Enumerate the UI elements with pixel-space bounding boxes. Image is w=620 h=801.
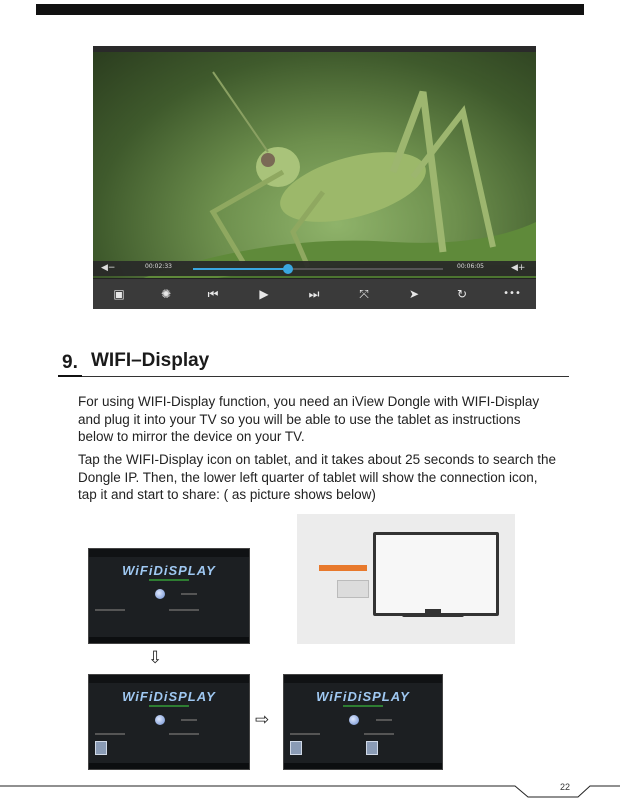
searching-icon xyxy=(155,589,165,599)
logo-subline xyxy=(343,705,383,707)
section-number-underline xyxy=(58,375,82,377)
logo-subline xyxy=(149,579,189,581)
down-arrow-icon: ⇩ xyxy=(148,648,163,668)
left-caption xyxy=(95,733,125,735)
status-bar xyxy=(89,675,249,683)
right-arrow-icon: ⇨ xyxy=(255,710,270,730)
play-icon[interactable]: ▶ xyxy=(259,287,269,301)
volume-down-icon[interactable]: ◀− xyxy=(101,263,116,273)
connection-icon[interactable] xyxy=(95,741,107,755)
section-title: WIFI–Display xyxy=(91,350,210,371)
right-caption xyxy=(169,733,199,735)
progress-fill xyxy=(193,268,288,270)
nav-bar xyxy=(89,763,249,769)
next-icon[interactable]: ⏭ xyxy=(308,287,320,301)
paragraph-intro: For using WIFI-Display function, you need an iView Dongle with WIFI-Display and plug it into your TV so you will be able to use the tablet as instructions below to mirror the device on your TV. xyxy=(78,394,540,444)
wifi-display-logo: WiFiDiSPLAY xyxy=(316,689,410,704)
previous-icon[interactable]: ⏮ xyxy=(207,287,219,301)
shared-device-icon[interactable] xyxy=(366,741,378,755)
subtitle-icon[interactable]: ▣ xyxy=(113,287,125,301)
status-bar xyxy=(284,675,442,683)
volume-up-icon[interactable]: ◀+ xyxy=(511,263,526,273)
brightness-icon[interactable]: ✺ xyxy=(160,287,172,301)
total-time: 00:06:05 xyxy=(457,263,484,270)
tv-icon xyxy=(373,532,499,616)
right-caption xyxy=(169,609,199,611)
tablet-screenshot-connection xyxy=(88,674,250,770)
progress-thumb[interactable] xyxy=(283,264,293,274)
tablet-screenshot-search xyxy=(88,548,250,644)
tablet-screenshot-sharing xyxy=(283,674,443,770)
progress-track[interactable] xyxy=(193,268,443,270)
page-number: 22 xyxy=(560,782,571,792)
header-rule xyxy=(36,4,584,15)
tv-with-dongle-photo xyxy=(297,514,515,644)
search-label xyxy=(181,719,197,721)
dongle-label xyxy=(319,565,367,571)
wifi-display-logo: WiFiDiSPLAY xyxy=(122,563,216,578)
left-caption xyxy=(95,609,125,611)
paragraph-instructions: Tap the WIFI-Display icon on tablet, and it takes about 25 seconds to search the Dongle IP. Then, the lower left quarter of tablet will show the connection icon, tap it and start to share: ( as picture shows below) xyxy=(78,452,557,502)
video-player-screenshot xyxy=(93,46,536,308)
searching-icon xyxy=(155,715,165,725)
logo-subline xyxy=(149,705,189,707)
search-label xyxy=(181,593,197,595)
status-bar xyxy=(89,549,249,557)
left-caption xyxy=(290,733,320,735)
footer-rule xyxy=(0,779,620,801)
wifi-display-logo: WiFiDiSPLAY xyxy=(122,689,216,704)
searching-icon xyxy=(349,715,359,725)
section-number: 9. xyxy=(62,352,78,373)
nav-bar xyxy=(89,637,249,643)
tv-stand xyxy=(402,613,464,617)
repeat-icon[interactable]: ↻ xyxy=(456,287,468,301)
player-controls xyxy=(93,278,536,309)
section-rule xyxy=(82,376,569,377)
cast-icon[interactable]: ➤ xyxy=(408,287,420,301)
search-label xyxy=(376,719,392,721)
more-icon[interactable]: ••• xyxy=(503,288,521,299)
dongle-icon xyxy=(337,580,369,598)
right-caption xyxy=(364,733,394,735)
fullscreen-icon[interactable]: ⤧ xyxy=(359,287,369,301)
connection-icon[interactable] xyxy=(290,741,302,755)
nav-bar xyxy=(284,763,442,769)
seek-bar[interactable] xyxy=(93,261,536,276)
elapsed-time: 00:02:33 xyxy=(145,263,172,270)
